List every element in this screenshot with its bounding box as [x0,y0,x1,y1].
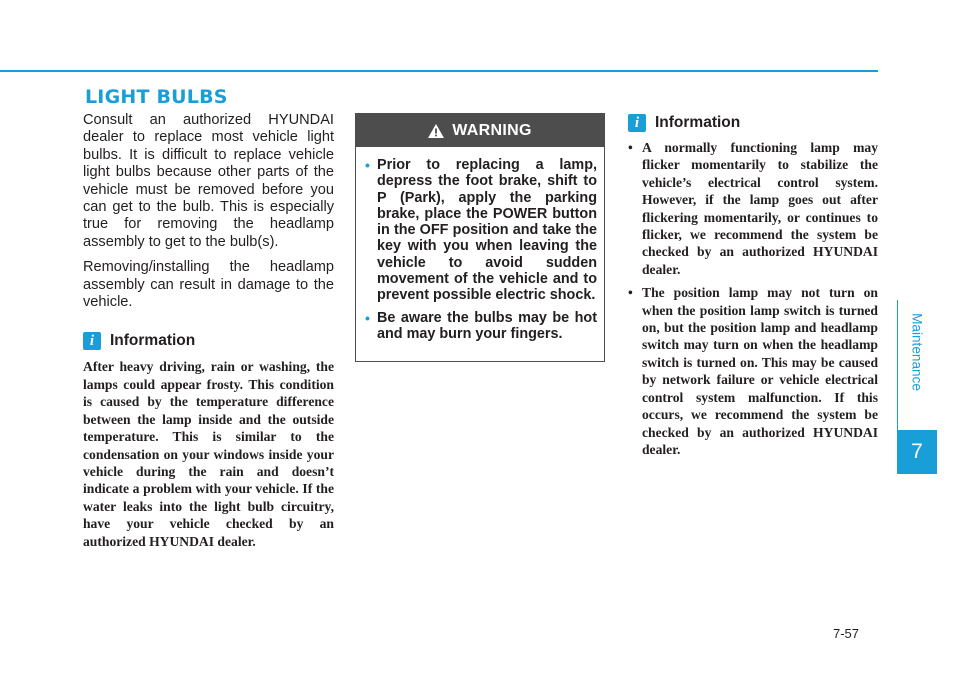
right-column [628,112,878,464]
info-title: Information [655,114,741,131]
section-title: LIGHT BULBS [85,86,228,108]
warning-item [365,310,597,343]
chapter-number-tab: 7 [897,430,937,474]
warning-triangle-icon [428,124,444,138]
bullet-dot: • [365,157,370,173]
bullet: • [628,140,633,155]
info-list-item [628,284,878,458]
warning-header [356,114,604,147]
warning-item [365,157,597,304]
chapter-tab-label: Maintenance [909,313,925,391]
info-item-text: A normally functioning lamp may flicker momentarily to stabilize the vehicle’s electrical control system. However, if the lamp goes out after flickering momentarily, or continues to flicker, we recommend the system be checked by an authorized HYUNDAI dealer. [642,140,878,277]
warning-label: WARNING [452,121,532,139]
info-icon: i [628,114,646,132]
info-list-item [628,139,878,278]
top-rule [0,70,878,72]
warning-box [355,113,605,362]
info-item-text: The position lamp may not turn on when the position lamp switch is turned on, but the position lamp and headlamp switch may turn on when the headlamp switch is turned on. This may be caused by network failure or vehicle electrical control system malfunction. If this occurs, we recommend the system be checked by an authorized HYUNDAI dealer. [642,285,878,457]
info-icon: i [83,332,101,350]
info-heading-right [628,114,878,132]
page-number: 7-57 [833,626,860,641]
info-heading-left [83,332,334,350]
damage-paragraph: Removing/installing the headlamp assembly can result in damage to the vehicle. [83,259,334,311]
info-list [628,139,878,458]
info-title: Information [110,332,196,350]
warning-text: Prior to replacing a lamp, depress the foot brake, shift to P (Park), apply the parking brake, place the POWER button in the OFF position and take the key with you when leaving the vehicle to avoid sudden movement of the vehicle and to prevent possible electric shock. [377,157,597,304]
left-column [83,112,334,550]
info-text-frosty: After heavy driving, rain or washing, the lamps could appear frosty. This condition is caused by the temperature difference between the lamp inside and the outside temperature. This is similar to the condensation on your windows inside your vehicle during the rain and doesn’t indicate a problem with your vehicle. If the water leaks into the light bulb circuitry, have your vehicle checked by an authorized HYUNDAI dealer. [83,359,334,549]
warning-list [356,147,604,342]
bullet-dot: • [365,309,370,326]
intro-paragraph: Consult an authorized HYUNDAI dealer to replace most vehicle light bulbs. It is difficult to replace vehicle light bulbs because other parts of the vehicle must be removed before you can get to the bulb. This is especially true for removing the headlamp assembly to get to the bulb(s). [83,112,334,250]
warning-text: Be aware the bulbs may be hot and may burn your fingers. [377,309,597,342]
bullet: • [628,285,633,301]
